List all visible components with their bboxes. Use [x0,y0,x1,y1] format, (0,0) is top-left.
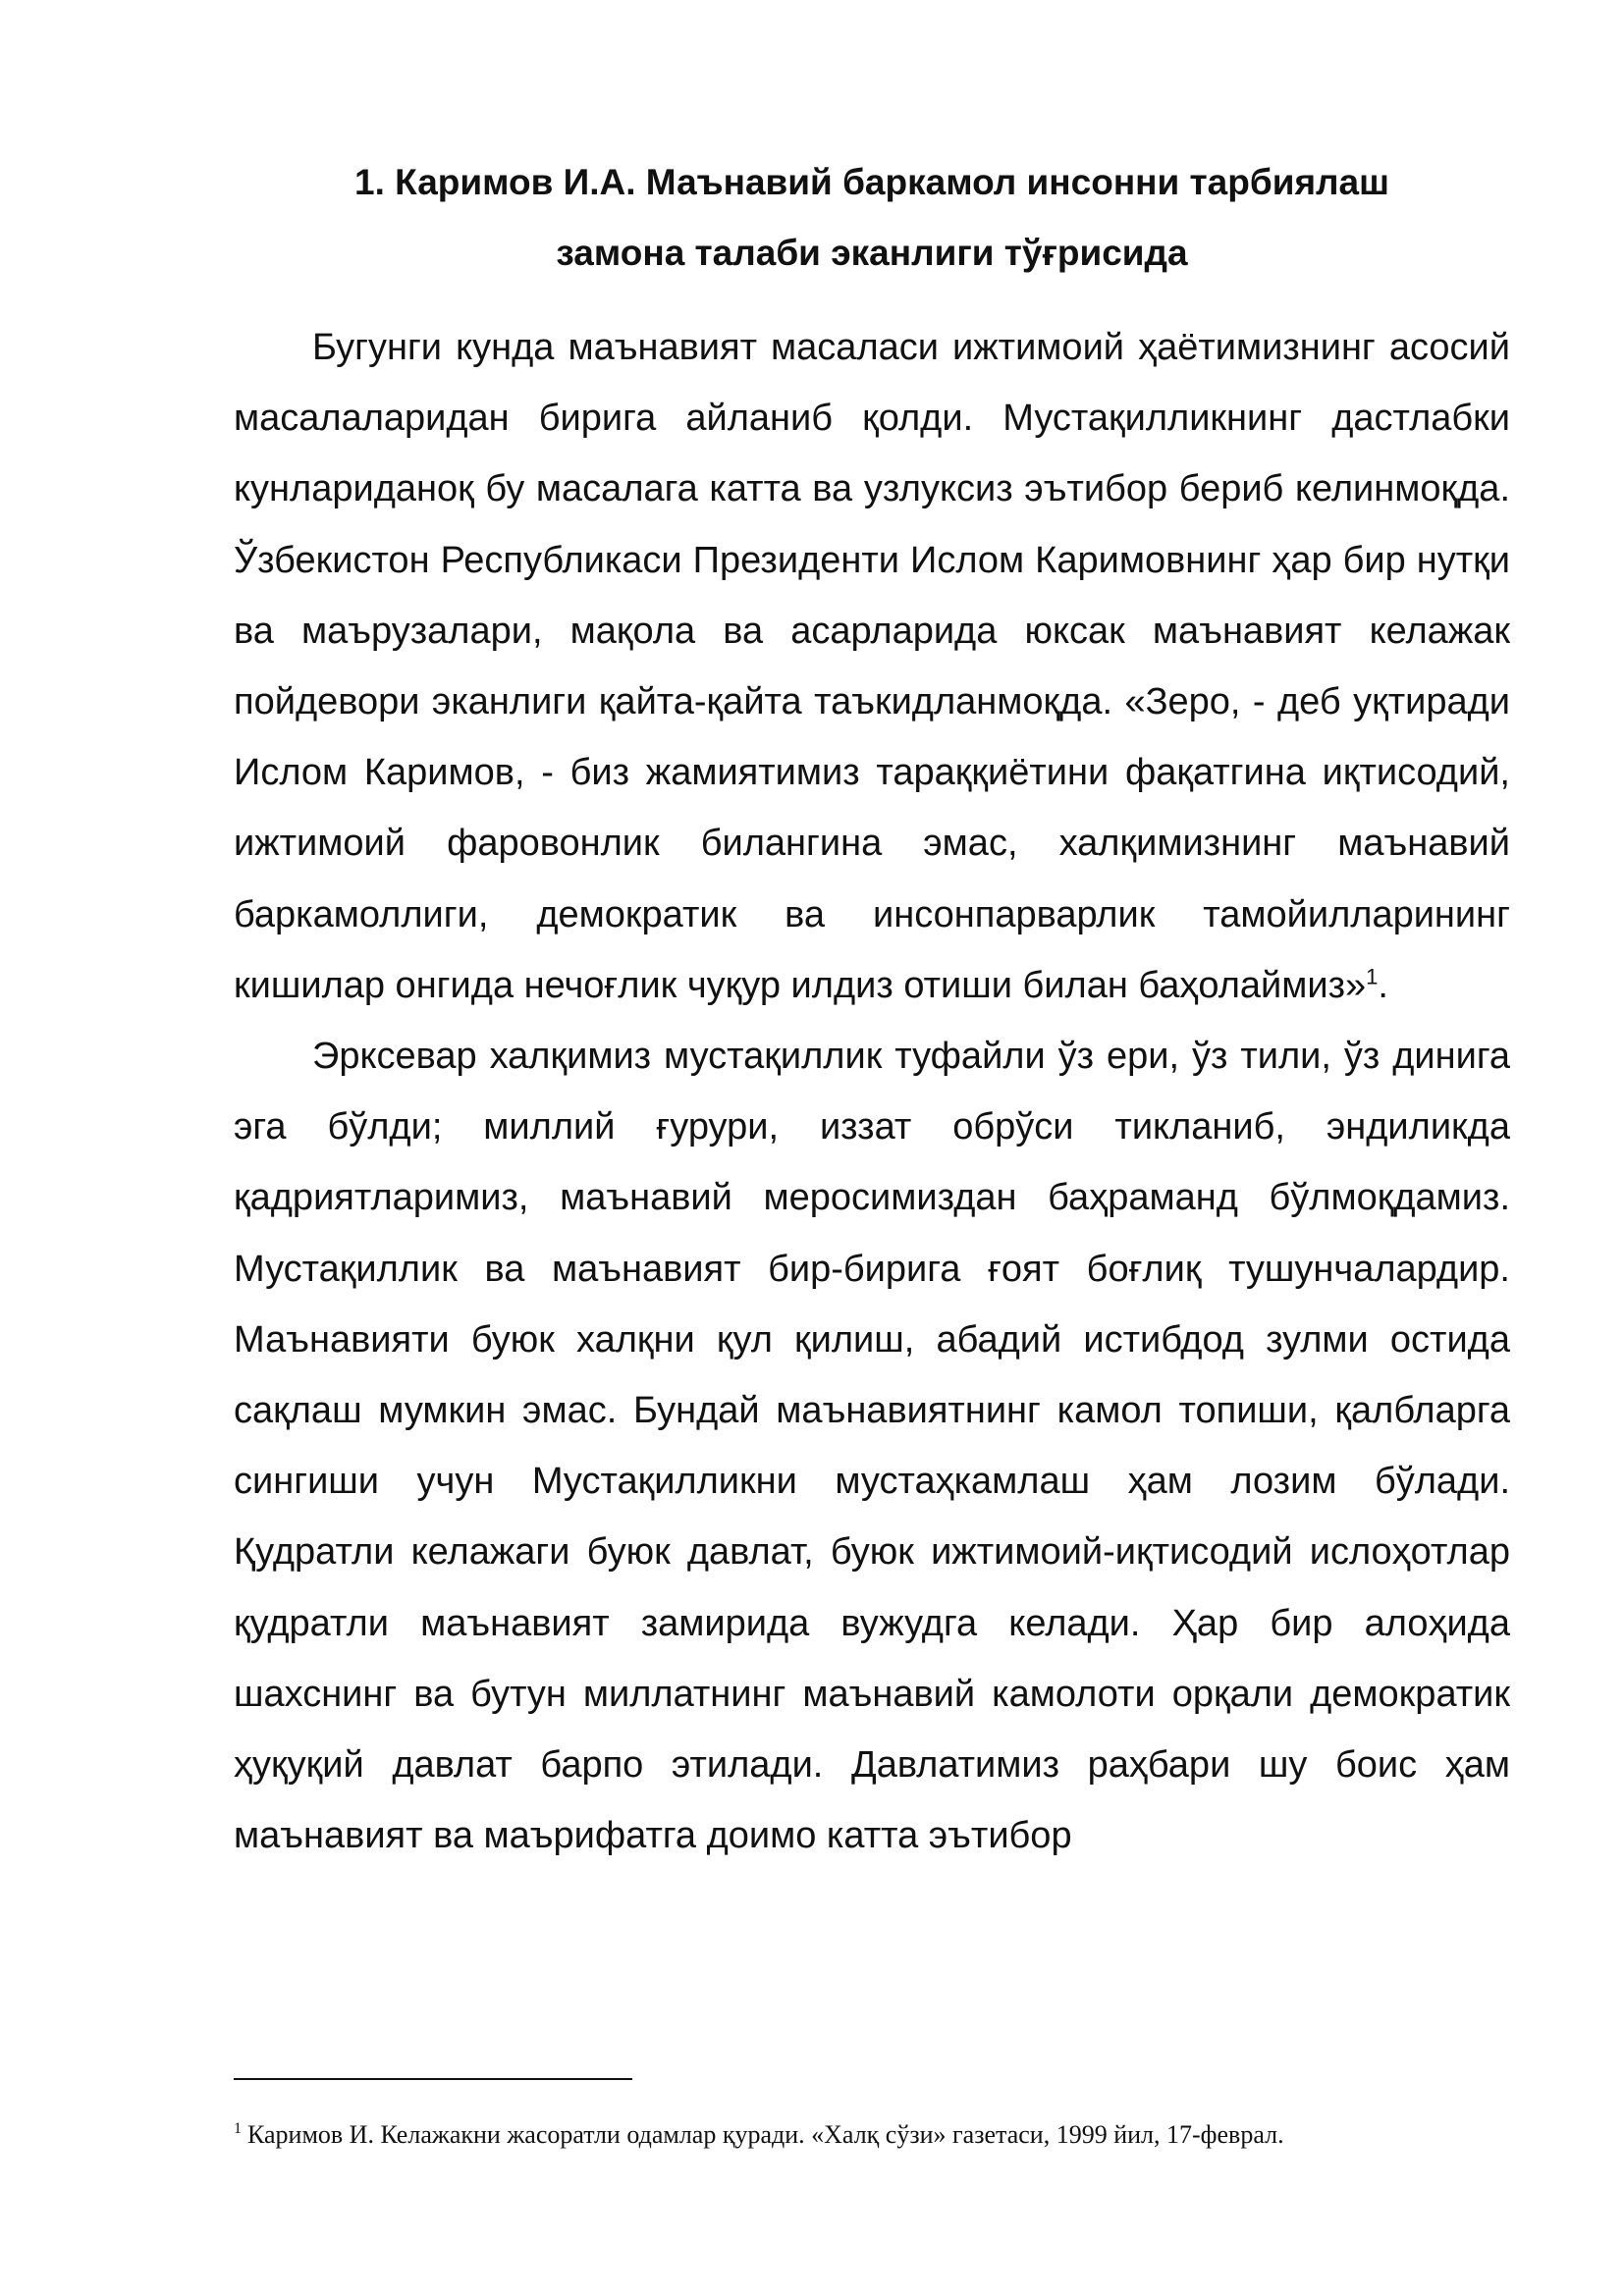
footnote-reference[interactable]: 1 [1366,964,1379,989]
paragraph-2 [234,1021,1510,1871]
paragraph-2-text: Эрксевар халқимиз мустақиллик туфайли ўз ери, ўз тили, ўз динига эга бўлди; миллий ғурури, иззат обрўси тикланиб, эндиликда қадриятларимиз, маънавий меросимиздан баҳраманд бўлмоқдамиз. Мустақиллик ва маънавият бир-бирига ғоят боғлиқ тушунчалардир. Маънавияти буюк халқни қул қилиш, абадий истибдод зулми остида сақлаш мумкин эмас. Бундай маънавиятнинг камол топиши, қалбларга сингиши учун Мустақилликни мустаҳкамлаш ҳам лозим бўлади. Қудратли келажаги буюк давлат, буюк ижтимоий-иқтисодий ислоҳотлар қудратли маънавият замирида вужудга келади. Ҳар бир алоҳида шахснинг ва бутун миллатнинг маънавий камолоти орқали демократик ҳуқуқий давлат барпо этилади. Давлатимиз раҳбари шу боис ҳам маънавият ва маърифатга доимо катта эътибор [234,1036,1510,1857]
body-text [234,312,1510,1871]
paragraph-1-tail: . [1378,964,1388,1006]
footnote-separator [234,2078,632,2080]
paragraph-1 [234,312,1510,1021]
title-line-2: замона талаби эканлиги тўғрисида [556,233,1188,273]
footnote-text: Каримов И. Келажакни жасоратли одамлар қуради. «Халқ сўзи» газетаси, 1999 йил, 17-феврал. [247,2120,1284,2149]
paragraph-1-text: Бугунги кунда маънавият масаласи ижтимоий ҳаётимизнинг асосий масалаларидан бирига айланиб қолди. Мустақилликнинг дастлабки кунлариданоқ бу масалага катта ва узлуксиз эътибор бериб келинмоқда. Ўзбекистон Республикаси Президенти Ислом Каримовнинг ҳар бир нутқи ва маърузалари, мақола ва асарларида юксак маънавият келажак пойдевори эканлиги қайта-қайта таъкидланмоқда. «Зеро, - деб уқтиради Ислом Каримов, - биз жамиятимиз тараққиётини фақатгина иқтисодий, ижтимоий фаровонлик билангина эмас, халқимизнинг маънавий баркамоллиги, демократик ва инсонпарварлик тамойилларининг кишилар онгида нечоғлик чуқур илдиз отиши билан баҳолаймиз» [234,327,1510,1006]
footnote [234,2118,1510,2152]
footnote-mark: 1 [234,2120,242,2138]
page-title [234,147,1510,289]
title-line-1: 1. Каримов И.А. Маънавий баркамол инсонни тарбиялаш [354,162,1389,202]
